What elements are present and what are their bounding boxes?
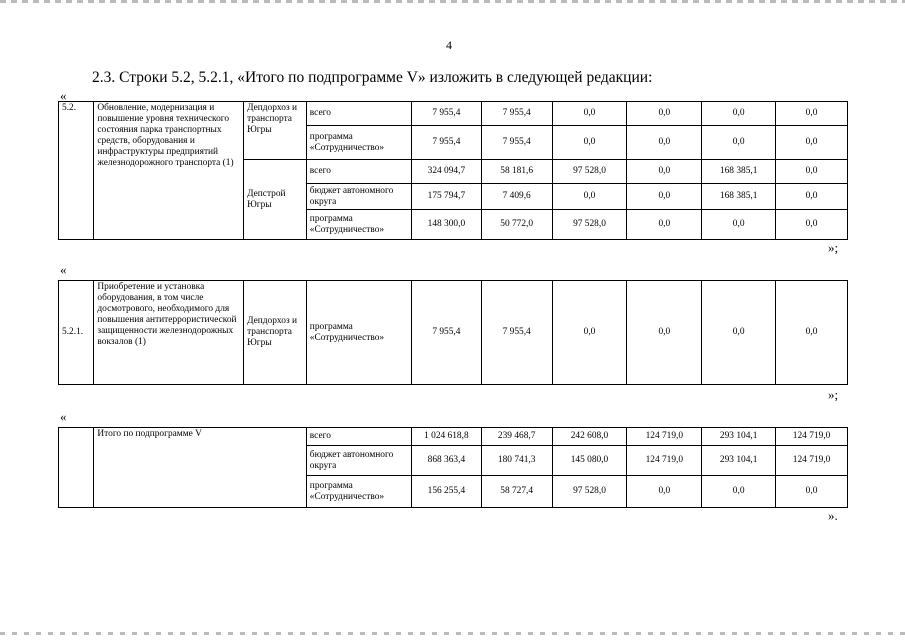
source: программа «Сотрудничество»	[306, 126, 411, 160]
measure-name: Приобретение и установка оборудования, в том числе досмотрового, необходимого для повышения антитеррористической защищенности железнодорожных вокзалов (1)	[94, 281, 244, 385]
value: 0,0	[627, 126, 702, 160]
row-number: 5.2.	[59, 102, 94, 240]
value: 0,0	[627, 210, 702, 240]
value: 0,0	[552, 184, 627, 210]
value: 58 727,4	[481, 476, 552, 508]
value: 7 955,4	[481, 281, 552, 385]
value: 97 528,0	[552, 160, 627, 184]
value: 0,0	[627, 102, 702, 126]
value: 168 385,1	[702, 160, 776, 184]
quote-close-1: »;	[828, 240, 839, 255]
value: 145 080,0	[552, 446, 627, 476]
value: 0,0	[702, 102, 776, 126]
quote-close-2: »;	[828, 387, 839, 402]
value: 0,0	[702, 126, 776, 160]
value: 324 094,7	[411, 160, 481, 184]
value: 148 300,0	[411, 210, 481, 240]
section-heading: 2.3. Строки 5.2, 5.2.1, «Итого по подпрограмме V» изложить в следующей редакции:	[92, 69, 653, 86]
executor: Депдорхоз и транспорта Югры	[244, 281, 307, 385]
value: 97 528,0	[552, 476, 627, 508]
value: 0,0	[627, 184, 702, 210]
value: 124 719,0	[776, 446, 848, 476]
executor: Депстрой Югры	[244, 160, 307, 240]
quote-open-3: «	[60, 409, 67, 424]
quote-close-3: ».	[828, 508, 838, 523]
value: 156 255,4	[411, 476, 481, 508]
value: 50 772,0	[481, 210, 552, 240]
value: 7 955,4	[481, 126, 552, 160]
value: 58 181,6	[481, 160, 552, 184]
value: 0,0	[627, 160, 702, 184]
value: 0,0	[776, 184, 848, 210]
value: 7 955,4	[411, 102, 481, 126]
value: 124 719,0	[776, 428, 848, 446]
value: 7 955,4	[481, 102, 552, 126]
value: 124 719,0	[627, 446, 702, 476]
value: 0,0	[702, 476, 776, 508]
value: 180 741,3	[481, 446, 552, 476]
total-label: Итого по подпрограмме V	[94, 428, 306, 508]
value: 0,0	[776, 160, 848, 184]
value: 242 608,0	[552, 428, 627, 446]
scan-artifact-top	[0, 0, 905, 3]
source: программа «Сотрудничество»	[306, 281, 411, 385]
value: 293 104,1	[702, 446, 776, 476]
value: 239 468,7	[481, 428, 552, 446]
row-number: 5.2.1.	[59, 281, 94, 385]
value: 868 363,4	[411, 446, 481, 476]
value: 0,0	[776, 210, 848, 240]
source: бюджет автономного округа	[306, 446, 411, 476]
value: 0,0	[702, 281, 776, 385]
source: программа «Сотрудничество»	[306, 210, 411, 240]
table-total-subprogram-v	[58, 427, 848, 508]
quote-open-1: «	[60, 88, 67, 103]
source: бюджет автономного округа	[306, 184, 411, 210]
value: 175 794,7	[411, 184, 481, 210]
value: 293 104,1	[702, 428, 776, 446]
source: всего	[306, 102, 411, 126]
value: 7 409,6	[481, 184, 552, 210]
quote-open-2: «	[60, 262, 67, 277]
value: 7 955,4	[411, 126, 481, 160]
value: 97 528,0	[552, 210, 627, 240]
source: всего	[306, 428, 411, 446]
table-row-5-2-1	[58, 280, 848, 385]
value: 1 024 618,8	[411, 428, 481, 446]
value: 0,0	[552, 281, 627, 385]
value: 0,0	[552, 126, 627, 160]
value: 7 955,4	[411, 281, 481, 385]
value: 0,0	[776, 281, 848, 385]
page-number: 4	[446, 38, 452, 52]
value: 0,0	[627, 281, 702, 385]
value: 168 385,1	[702, 184, 776, 210]
value: 0,0	[776, 476, 848, 508]
executor: Депдорхоз и транспорта Югры	[244, 102, 307, 160]
source: программа «Сотрудничество»	[306, 476, 411, 508]
value: 0,0	[552, 102, 627, 126]
value: 0,0	[776, 126, 848, 160]
value: 0,0	[702, 210, 776, 240]
source: всего	[306, 160, 411, 184]
value: 0,0	[776, 102, 848, 126]
measure-name: Обновление, модернизация и повышение уровня технического состояния парка транспортных средств, оборудования и инфраструктуры предприятий железнодорожного транспорта (1)	[94, 102, 244, 240]
table-row-5-2	[58, 101, 848, 240]
value: 124 719,0	[627, 428, 702, 446]
scan-artifact-bottom	[0, 632, 905, 635]
row-number-empty	[59, 428, 94, 508]
value: 0,0	[627, 476, 702, 508]
